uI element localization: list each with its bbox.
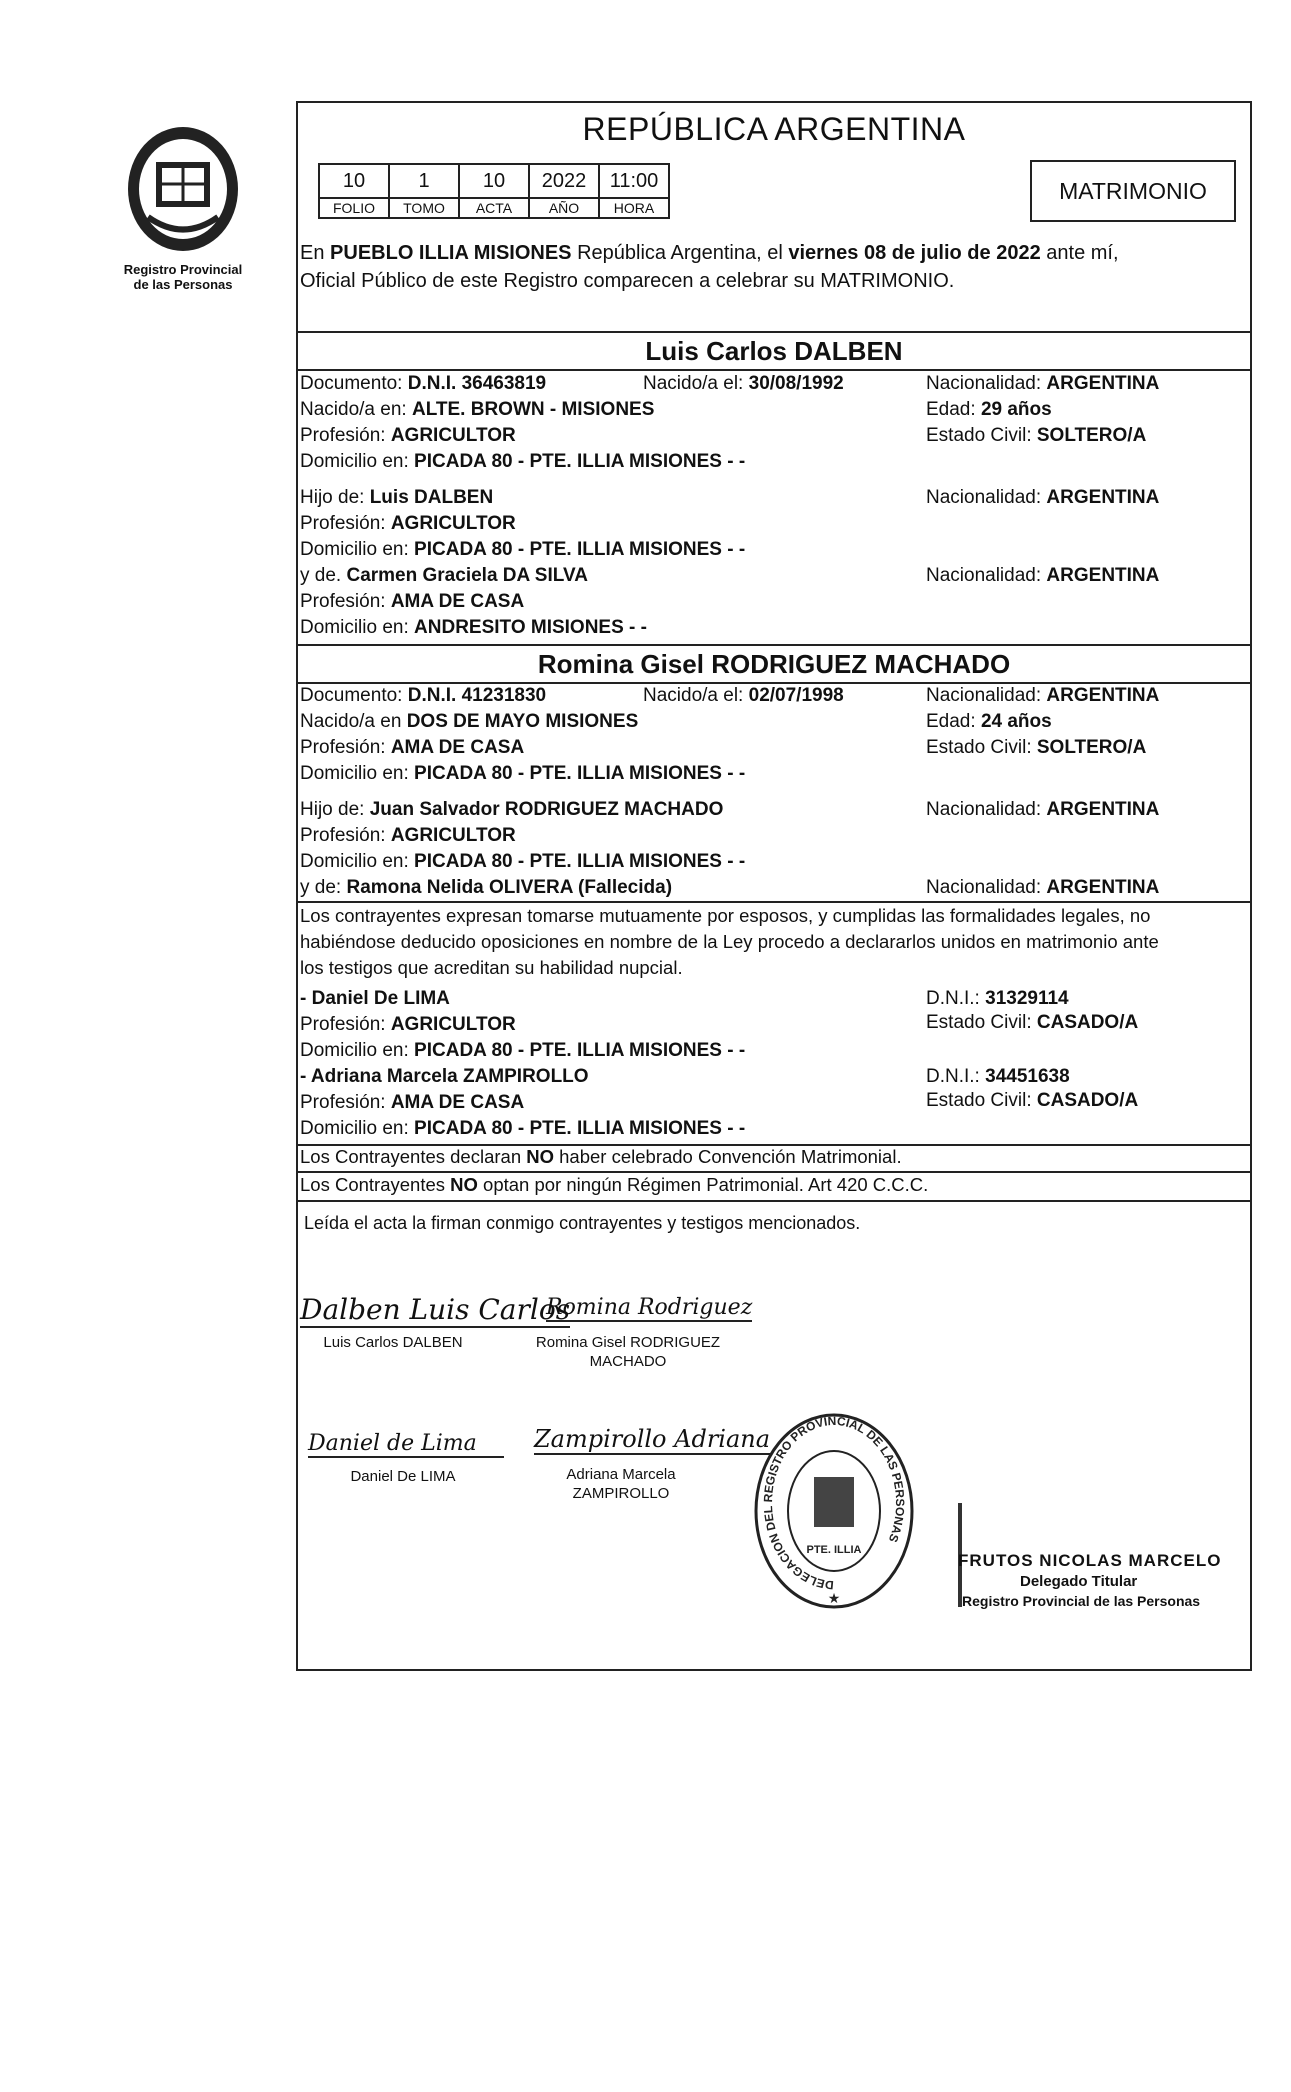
folio-caption: FOLIO: [318, 199, 390, 219]
divider: [298, 369, 1250, 371]
spouse2-father-profession: [300, 825, 516, 847]
label: Domicilio en:: [300, 851, 415, 872]
spouse1-born-on: [643, 373, 844, 395]
witness2-name: [300, 1066, 589, 1088]
label: Estado Civil:: [926, 737, 1037, 758]
label: D.N.I.:: [926, 988, 986, 1009]
label: Nacionalidad:: [926, 487, 1047, 508]
convention-statement: [300, 1146, 902, 1168]
intro-p1: En: [300, 242, 331, 264]
value: AGRICULTOR: [390, 825, 516, 846]
divider: [298, 1200, 1250, 1202]
value: - Daniel De LIMA: [300, 988, 450, 1009]
label: Profesión:: [300, 1092, 391, 1113]
label: Nacionalidad:: [926, 877, 1047, 898]
caption-line1: Romina Gisel RODRIGUEZ: [535, 1334, 721, 1351]
signature-witness1: Daniel de Lima: [308, 1431, 504, 1458]
declaration-line3: los testigos que acreditan su habilidad nupcial.: [300, 957, 683, 978]
spouse2-mother-nationality: [926, 877, 1159, 899]
value: PICADA 80 - PTE. ILLIA MISIONES - -: [414, 1118, 746, 1139]
value: D.N.I. 36463819: [407, 373, 547, 394]
label: Profesión:: [300, 737, 391, 758]
label: Estado Civil:: [926, 1012, 1037, 1033]
value: ANDRESITO MISIONES - -: [414, 617, 647, 638]
label: Edad:: [926, 399, 981, 420]
value: ALTE. BROWN - MISIONES: [411, 399, 655, 420]
witness1-civil-status: [926, 1012, 1138, 1034]
signature-witness2-caption: [556, 1465, 686, 1503]
spouse1-age: [926, 399, 1052, 421]
caption-line2: ZAMPIROLLO: [572, 1485, 670, 1502]
spouse2-document: [300, 685, 546, 707]
spouse1-civil-status: [926, 425, 1146, 447]
label: Nacido/a el:: [643, 685, 749, 706]
value: 31329114: [985, 988, 1069, 1009]
signature-spouse2: Romina Rodriguez: [546, 1295, 753, 1320]
spouse2-mother: [300, 877, 672, 899]
closing-text: Leída el acta la firman conmigo contrayentes y testigos mencionados.: [304, 1213, 861, 1233]
value: 29 años: [980, 399, 1052, 420]
spouse2-profession: [300, 737, 524, 759]
caption-line2: MACHADO: [589, 1353, 667, 1370]
divider: [298, 331, 1250, 333]
label: Profesión:: [300, 425, 391, 446]
text: optan por ningún Régimen Patrimonial. Art 420 C.C.C.: [477, 1174, 929, 1195]
tomo-value: 1: [388, 163, 460, 199]
value: 34451638: [985, 1066, 1070, 1087]
label: y de:: [300, 877, 347, 898]
spouse2-father: [300, 799, 723, 821]
folio-value: 10: [318, 163, 390, 199]
divider: [298, 682, 1250, 684]
time-value: 11:00: [598, 163, 670, 199]
label: Estado Civil:: [926, 1090, 1037, 1111]
logo-caption-line1: Registro Provincial: [123, 262, 243, 277]
value: 30/08/1992: [748, 373, 844, 394]
value: 02/07/1998: [748, 685, 844, 706]
acta-value: 10: [458, 163, 530, 199]
label: Nacido/a en: [300, 711, 407, 732]
witness1-profession: [300, 1014, 516, 1036]
value: DOS DE MAYO MISIONES: [406, 711, 639, 732]
witness1-dni: [926, 988, 1069, 1010]
value: AGRICULTOR: [390, 425, 516, 446]
label: Estado Civil:: [926, 425, 1037, 446]
witness1-address: [300, 1040, 745, 1062]
value: Ramona Nelida OLIVERA (Fallecida): [346, 877, 673, 898]
label: Domicilio en:: [300, 1118, 415, 1139]
spouse1-mother: [300, 565, 588, 587]
value: AMA DE CASA: [390, 737, 525, 758]
spouse2-nationality: [926, 685, 1159, 707]
label: Nacionalidad:: [926, 799, 1047, 820]
value: Luis DALBEN: [369, 487, 494, 508]
divider: [298, 644, 1250, 646]
regime-statement: [300, 1174, 928, 1196]
year-caption: AÑO: [528, 199, 600, 219]
label: Edad:: [926, 711, 981, 732]
value: PICADA 80 - PTE. ILLIA MISIONES - -: [414, 451, 746, 472]
spouse1-mother-nationality: [926, 565, 1159, 587]
label: Domicilio en:: [300, 617, 415, 638]
value: D.N.I. 41231830: [407, 685, 547, 706]
witness2-dni: [926, 1066, 1070, 1088]
spouse1-profession: [300, 425, 516, 447]
declaration-line1: Los contrayentes expresan tomarse mutuamente por esposos, y cumplidas las formalidades legales, no: [300, 905, 1151, 926]
year-value: 2022: [528, 163, 600, 199]
emphasis: NO: [450, 1174, 478, 1195]
signature-spouse1: Dalben Luis Carlos: [300, 1293, 571, 1326]
signature-spouse1-caption: Luis Carlos DALBEN: [323, 1334, 463, 1351]
label: Hijo de:: [300, 799, 370, 820]
value: Juan Salvador RODRIGUEZ MACHADO: [369, 799, 724, 820]
value: PICADA 80 - PTE. ILLIA MISIONES - -: [414, 763, 746, 784]
official-role: Delegado Titular: [1020, 1573, 1138, 1590]
spouse2-address: [300, 763, 745, 785]
spouse1-father-address: [300, 539, 745, 561]
spouse1-mother-profession: [300, 591, 524, 613]
spouse1-document: [300, 373, 546, 395]
value: AMA DE CASA: [390, 1092, 525, 1113]
intro-p3: ante mí,: [1040, 242, 1119, 264]
certificate-type: MATRIMONIO: [1030, 160, 1236, 222]
value: ARGENTINA: [1046, 373, 1160, 394]
tomo-caption: TOMO: [388, 199, 460, 219]
label: Nacionalidad:: [926, 685, 1047, 706]
spouse2-born-in: [300, 711, 638, 733]
signature-witness2: Zampirollo Adriana: [534, 1425, 771, 1453]
value: SOLTERO/A: [1036, 737, 1147, 758]
intro-date: viernes 08 de julio de 2022: [788, 242, 1041, 264]
divider: [298, 1171, 1250, 1173]
spouse1-name: Luis Carlos DALBEN: [645, 336, 903, 366]
spouse1-nationality: [926, 373, 1159, 395]
seal-inner-text: PTE. ILLIA: [806, 1544, 862, 1556]
value: CASADO/A: [1036, 1012, 1139, 1033]
spouse2-father-nationality: [926, 799, 1159, 821]
spouse2-age: [926, 711, 1052, 733]
label: Nacido/a en:: [300, 399, 412, 420]
intro-line2: Oficial Público de este Registro comparecen a celebrar su MATRIMONIO.: [300, 270, 955, 292]
value: PICADA 80 - PTE. ILLIA MISIONES - -: [414, 539, 746, 560]
registry-logo: [118, 122, 248, 257]
label: Domicilio en:: [300, 763, 415, 784]
official-name: FRUTOS NICOLAS MARCELO: [958, 1551, 1222, 1570]
label: Profesión:: [300, 825, 391, 846]
value: 24 años: [980, 711, 1052, 732]
value: PICADA 80 - PTE. ILLIA MISIONES - -: [414, 1040, 746, 1061]
witness2-address: [300, 1118, 745, 1140]
value: - Adriana Marcela ZAMPIROLLO: [300, 1066, 589, 1087]
spouse1-father: [300, 487, 493, 509]
official-org: Registro Provincial de las Personas: [962, 1593, 1201, 1609]
intro-place: PUEBLO ILLIA MISIONES: [330, 242, 572, 264]
label: Documento:: [300, 685, 408, 706]
seal-ring-text: DELEGACION DEL REGISTRO PROVINCIAL DE LAS PERSONAS: [760, 1413, 908, 1593]
spouse2-civil-status: [926, 737, 1146, 759]
value: PICADA 80 - PTE. ILLIA MISIONES - -: [414, 851, 746, 872]
official-seal: [752, 1411, 916, 1611]
spouse1-born-in: [300, 399, 654, 421]
signature-spouse2-caption: [528, 1333, 728, 1371]
value: AGRICULTOR: [390, 513, 516, 534]
value: Carmen Graciela DA SILVA: [346, 565, 588, 586]
value: CASADO/A: [1036, 1090, 1139, 1111]
label: Nacido/a el:: [643, 373, 749, 394]
spouse1-address: [300, 451, 745, 473]
declaration-line2: habiéndose deducido oposiciones en nombre de la Ley procedo a declararlos unidos en matrimonio ante: [300, 931, 1159, 952]
label: Profesión:: [300, 591, 391, 612]
intro-p2: República Argentina, el: [571, 242, 789, 264]
value: AGRICULTOR: [390, 1014, 516, 1035]
label: Hijo de:: [300, 487, 370, 508]
label: y de.: [300, 565, 347, 586]
spouse1-mother-address: [300, 617, 647, 639]
acta-caption: ACTA: [458, 199, 530, 219]
value: ARGENTINA: [1046, 877, 1160, 898]
spouse1-father-profession: [300, 513, 516, 535]
value: ARGENTINA: [1046, 487, 1160, 508]
label: Domicilio en:: [300, 451, 415, 472]
text: Los Contrayentes: [300, 1174, 451, 1195]
signature-witness1-caption: Daniel De LIMA: [350, 1468, 456, 1485]
label: Nacionalidad:: [926, 373, 1047, 394]
intro-text: [300, 239, 1250, 295]
value: ARGENTINA: [1046, 565, 1160, 586]
label: Domicilio en:: [300, 1040, 415, 1061]
spouse1-father-nationality: [926, 487, 1159, 509]
witness2-profession: [300, 1092, 524, 1114]
caption-line1: Adriana Marcela: [566, 1466, 676, 1483]
label: Documento:: [300, 373, 408, 394]
page-title: REPÚBLICA ARGENTINA: [582, 111, 966, 147]
spouse2-born-on: [643, 685, 844, 707]
value: ARGENTINA: [1046, 685, 1160, 706]
label: Profesión:: [300, 513, 391, 534]
emphasis: NO: [526, 1146, 554, 1167]
label: Profesión:: [300, 1014, 391, 1035]
value: SOLTERO/A: [1036, 425, 1147, 446]
witness1-name: [300, 988, 450, 1010]
value: AMA DE CASA: [390, 591, 525, 612]
logo-caption: [108, 262, 258, 292]
witness2-civil-status: [926, 1090, 1138, 1112]
spouse2-name: Romina Gisel RODRIGUEZ MACHADO: [537, 649, 1011, 679]
svg-text:★: ★: [827, 1590, 841, 1606]
marriage-certificate: [296, 101, 1252, 1671]
label: Nacionalidad:: [926, 565, 1047, 586]
logo-caption-line2: de las Personas: [133, 277, 233, 292]
declaration-text: [300, 903, 1248, 981]
time-caption: HORA: [598, 199, 670, 219]
value: ARGENTINA: [1046, 799, 1160, 820]
spouse2-father-address: [300, 851, 745, 873]
text: Los Contrayentes declaran: [300, 1146, 527, 1167]
label: Domicilio en:: [300, 539, 415, 560]
text: haber celebrado Convención Matrimonial.: [554, 1146, 902, 1167]
label: D.N.I.:: [926, 1066, 986, 1087]
